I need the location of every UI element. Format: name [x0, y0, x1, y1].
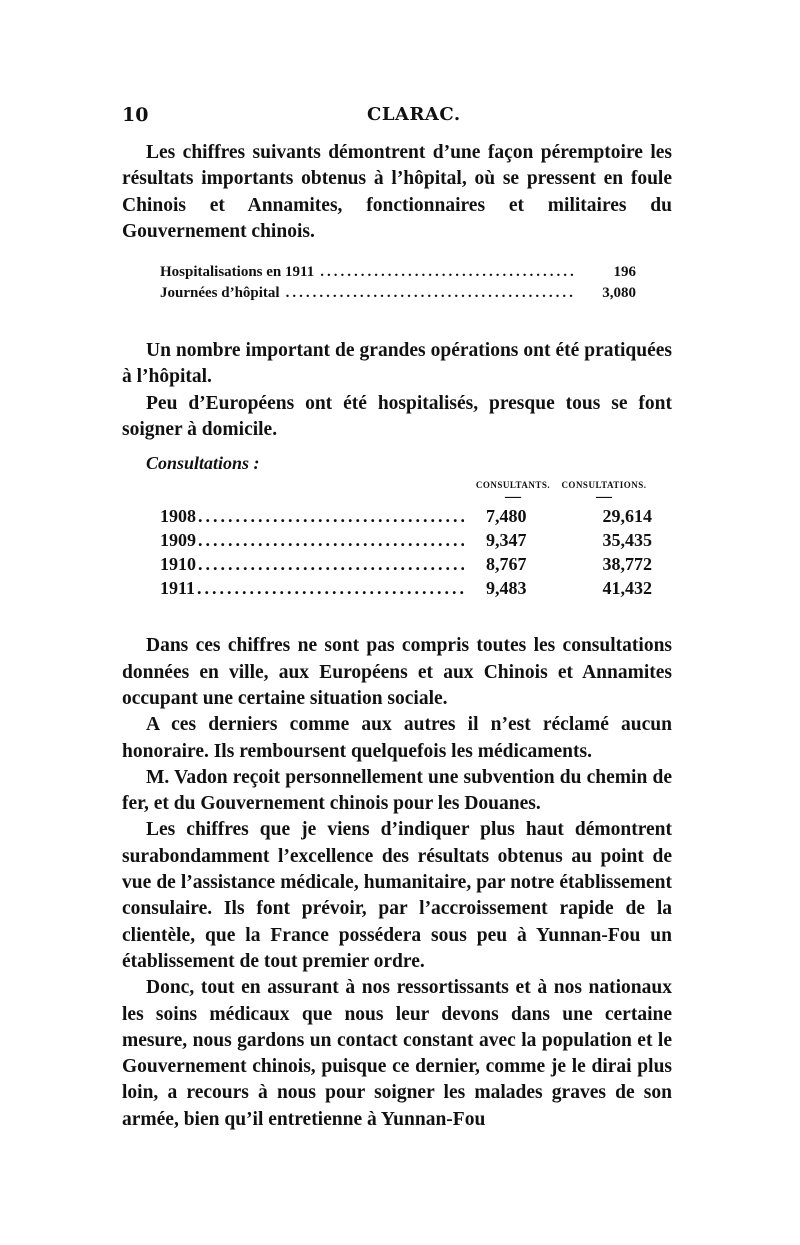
table-row	[160, 528, 652, 552]
consultations-cell: 29,614	[602, 506, 652, 527]
hospital-stats	[160, 262, 636, 304]
page-header	[122, 104, 672, 130]
consultants-cell: 7,480	[486, 506, 527, 527]
stat-value: 196	[613, 264, 636, 281]
table-row	[160, 552, 652, 576]
stat-label: Hospitalisations en 1911	[160, 264, 315, 281]
page-body	[122, 140, 672, 1133]
dash: —	[505, 488, 521, 506]
leader-dots	[197, 576, 464, 600]
consultations-cell: 35,435	[602, 530, 652, 551]
paragraph-2: Un nombre important de grandes opérations ont été pratiquées à l’hôpital.	[122, 340, 672, 388]
stat-label: Journées d’hôpital	[160, 285, 280, 302]
year-cell: 1910	[160, 554, 196, 575]
year-cell: 1908	[160, 506, 196, 527]
consultants-cell: 9,347	[486, 530, 527, 551]
paragraph-3: Peu d’Européens ont été hospitalisés, presque tous se font soigner à domicile.	[122, 392, 672, 441]
header-dashes	[160, 490, 652, 504]
consultants-cell: 9,483	[486, 578, 527, 599]
header-consultants: CONSULTANTS.	[475, 480, 551, 491]
leader-dots	[198, 504, 464, 528]
stat-row	[160, 262, 636, 283]
table-header	[160, 480, 652, 490]
paragraph-6: M. Vadon reçoit personnellement une subvention du chemin de fer, et du Gouvernement chinois pour les Douanes.	[122, 766, 672, 815]
header-consultations: CONSULTATIONS.	[561, 480, 647, 491]
year-cell: 1911	[160, 578, 196, 599]
consultants-cell: 8,767	[486, 554, 527, 575]
leader-dots	[198, 552, 464, 576]
page-number: 10	[122, 104, 149, 126]
consultations-title: Consultations :	[146, 453, 260, 474]
leader-dots	[286, 283, 574, 304]
running-head: CLARAC.	[367, 104, 461, 125]
stat-value: 3,080	[602, 285, 636, 302]
stat-row	[160, 283, 636, 304]
consultations-cell: 38,772	[602, 554, 652, 575]
paragraph-1: Les chiffres suivants démontrent d’une façon péremptoire les résultats importants obtenus à l’hôpital, où se pressent en foule Chinois et Annamites, fonctionnaires et militaires du Gouvernement chinois.	[122, 142, 672, 242]
table-row	[160, 504, 652, 528]
year-cell: 1909	[160, 530, 196, 551]
leader-dots	[320, 262, 574, 283]
paragraph-4: Dans ces chiffres ne sont pas compris toutes les consultations données en ville, aux Européens et aux Chinois et Annamites occupant une certaine situation sociale.	[122, 635, 672, 709]
dash: —	[596, 488, 612, 506]
consultations-cell: 41,432	[602, 578, 652, 599]
consultations-table	[160, 480, 652, 600]
table-row	[160, 576, 652, 600]
leader-dots	[198, 528, 464, 552]
paragraph-8: Donc, tout en assurant à nos ressortissants et à nos nationaux les soins médicaux que nous leur devons dans une certaine mesure, nous gardons un contact constant avec la population et le Gouvernement chinois, puisque ce dernier, comme je le dirai plus loin, a recours à nous pour soigner les malades graves de son armée, bien qu’il entretienne à Yunnan-Fou	[122, 977, 672, 1130]
paragraph-5: A ces derniers comme aux autres il n’est réclamé aucun honoraire. Ils remboursent quelquefois les médicaments.	[122, 714, 672, 762]
paragraph-7: Les chiffres que je viens d’indiquer plus haut démontrent surabondamment l’excellence des résultats obtenus au point de vue de l’assistance médicale, humanitaire, par notre établissement consulaire. Ils font prévoir, par l’accroissement rapide de la clientèle, que la France possédera sous peu à Yunnan-Fou un établissement de tout premier ordre.	[122, 819, 672, 972]
